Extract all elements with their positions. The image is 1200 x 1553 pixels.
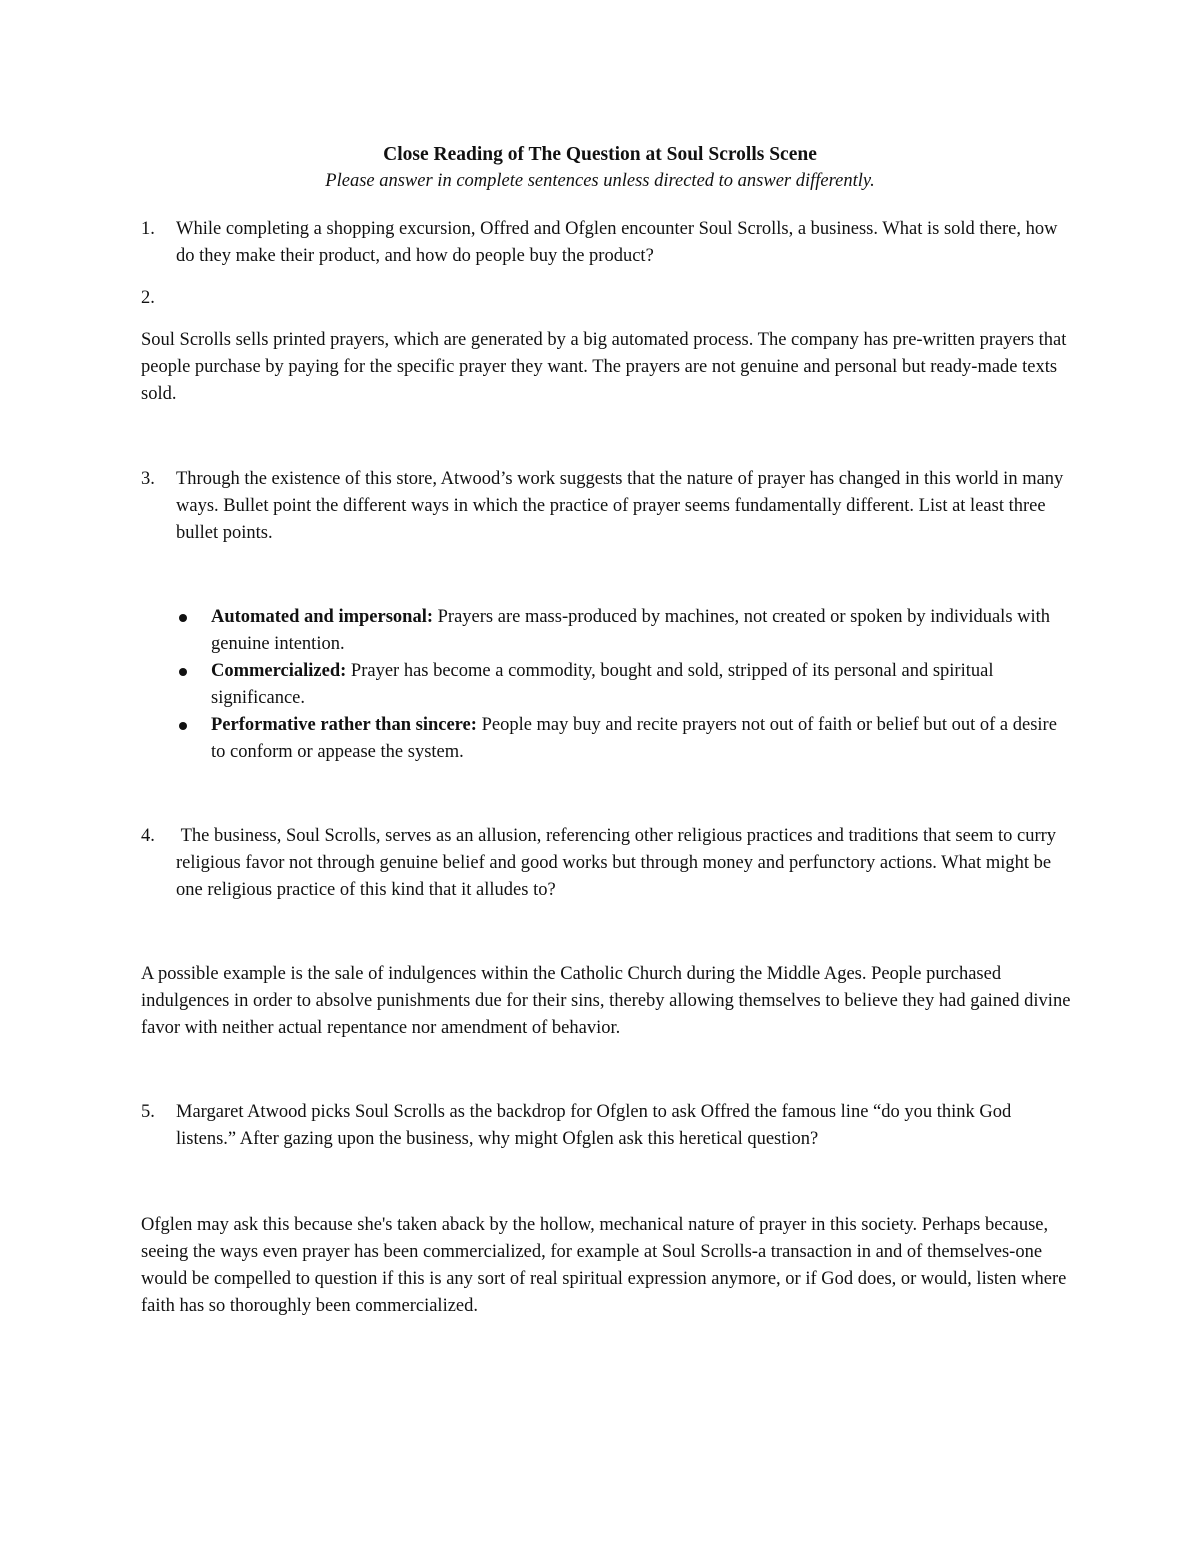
question-5-text: Margaret Atwood picks Soul Scrolls as the backdrop for Ofglen to ask Offred the famous line “do you think God listens.” After gazing upon the business, why might Ofglen ask this heretical question? <box>176 1102 1012 1149</box>
list-item <box>176 604 1066 658</box>
bullet-label: Performative rather than sincere: <box>211 715 477 735</box>
bullet-icon <box>179 722 187 730</box>
answer-4: A possible example is the sale of indulgences within the Catholic Church during the Middle Ages. People purchased indulgences in order to absolve punishments due for their sins, thereby allowing themselves to believe they had gained divine favor with neither actual repentance nor amendment of behavior. <box>141 964 1071 1038</box>
bullet-label: Commercialized: <box>211 661 347 681</box>
bullet-text: People may buy and recite prayers not out of faith or belief but out of a desire to conform or appease the system. <box>211 715 1057 762</box>
bullet-text: Prayer has become a commodity, bought and sold, stripped of its personal and spiritual significance. <box>211 661 994 708</box>
bullet-label: Automated and impersonal: <box>211 607 434 627</box>
question-4-number: 4. <box>141 826 155 846</box>
question-2-number: 2. <box>141 288 155 308</box>
answer-1: Soul Scrolls sells printed prayers, which are generated by a big automated process. The company has pre-written prayers that people purchase by paying for the specific prayer they want. The prayers are not genuine and personal but ready-made texts sold. <box>141 330 1067 404</box>
list-item <box>176 712 1066 766</box>
question-5 <box>141 1099 1071 1153</box>
list-item <box>176 658 1066 712</box>
answer-5: Ofglen may ask this because she's taken aback by the hollow, mechanical nature of prayer in this society. Perhaps because, seeing the ways even prayer has been commercialized, for example at Soul Scrolls-a transaction in and of themselves-one would be compelled to question if this is any sort of real spiritual expression anymore, or if God does, or would, listen where faith has so thoroughly been commercialized. <box>141 1215 1067 1316</box>
question-3-text: Through the existence of this store, Atwood’s work suggests that the nature of prayer has changed in this world in many ways. Bullet point the different ways in which the practice of prayer seems fundamentally different. List at least three bullet points. <box>176 469 1064 543</box>
question-5-number: 5. <box>141 1102 155 1122</box>
question-4 <box>141 823 1071 904</box>
question-1-text: While completing a shopping excursion, Offred and Ofglen encounter Soul Scrolls, a business. What is sold there, how do they make their product, and how do people buy the product? <box>176 219 1058 266</box>
question-1-number: 1. <box>141 219 155 239</box>
bullet-text: Prayers are mass-produced by machines, not created or spoken by individuals with genuine intention. <box>211 607 1051 654</box>
question-1 <box>141 216 1071 270</box>
page-subtitle: Please answer in complete sentences unless directed to answer differently. <box>325 171 875 191</box>
bullet-icon <box>179 614 187 622</box>
question-3 <box>141 466 1071 547</box>
question-3-number: 3. <box>141 469 155 489</box>
bullet-list <box>176 604 1066 766</box>
question-4-text: The business, Soul Scrolls, serves as an allusion, referencing other religious practices and traditions that seem to curry religious favor not through genuine belief and good works but through money and perfunctory actions. What might be one religious practice of this kind that it alludes to? <box>176 826 1061 900</box>
bullet-icon <box>179 668 187 676</box>
page-title: Close Reading of The Question at Soul Scrolls Scene <box>383 144 817 165</box>
